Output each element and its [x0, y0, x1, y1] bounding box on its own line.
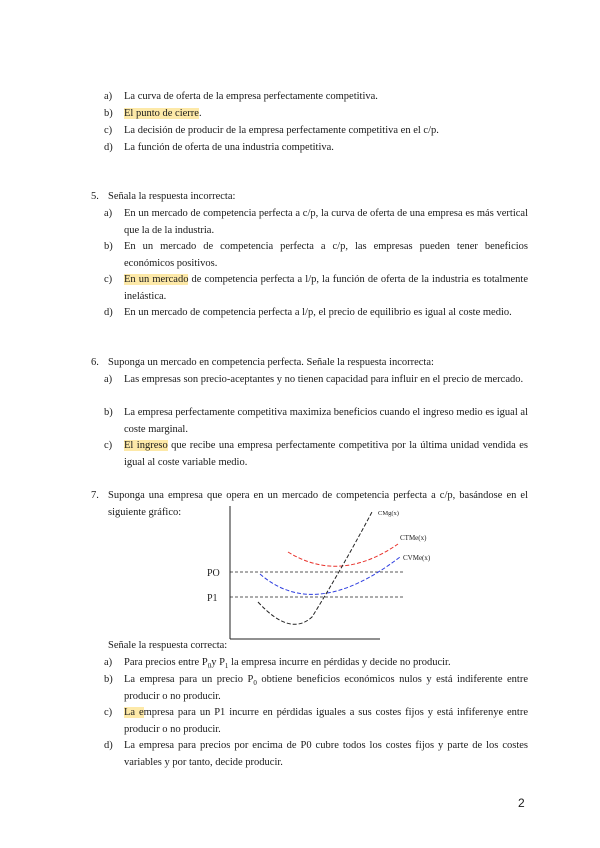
question-number: 7. [91, 490, 99, 501]
question-stem: Suponga una empresa que opera en un mercado de competencia perfecta a c/p, basándose en el siguiente gráfico: [108, 490, 528, 518]
cmg-curve [258, 512, 372, 624]
list-item: d) La empresa para precios por encima de P0 cubre todos los costes fijos y parte de los costes variables y por tanto, decide producir. [104, 740, 528, 768]
p0-label: PO [207, 568, 220, 579]
list-item: b) En un mercado de competencia perfecta a c/p, las empresas pueden tener beneficios económicos positivos. [104, 241, 528, 269]
list-item: d) En un mercado de competencia perfecta a l/p, el precio de equilibrio es igual al coste medio. [104, 307, 512, 318]
cvme-curve [260, 557, 400, 594]
question-prompt: Señale la respuesta correcta: [108, 640, 228, 651]
question-stem: Señala la respuesta incorrecta: [108, 191, 236, 202]
p1-label: P1 [207, 593, 218, 604]
page-number: 2 [518, 796, 525, 810]
highlighted-text: La e [124, 707, 144, 718]
list-item: c) El ingreso que recibe una empresa perfectamente competitiva por la última unidad vendida es igual al coste variable medio. [104, 440, 529, 468]
highlighted-text: En un mercado [124, 274, 189, 285]
list-item: a) En un mercado de competencia perfecta a c/p, la curva de oferta de una empresa es más vertical que la de la industria. [104, 208, 528, 236]
question-number: 6. [91, 357, 99, 368]
list-item: d) La función de oferta de una industria competitiva. [104, 142, 334, 153]
list-item: b) La empresa perfectamente competitiva maximiza beneficios cuando el ingreso medio es igual al coste marginal. [104, 407, 528, 435]
question-stem: Suponga un mercado en competencia perfecta. Señale la respuesta incorrecta: [108, 357, 434, 368]
cost-curves-graph [200, 502, 430, 642]
cmg-label: CMg(x) [378, 510, 399, 517]
highlighted-text: El punto de cierre [124, 108, 199, 119]
question-number: 5. [91, 191, 99, 202]
list-item: c) En un mercado de competencia perfecta a l/p, la función de oferta de la industria es totalmente inelástica. [104, 274, 528, 302]
ctme-curve [288, 544, 398, 566]
list-item: a) Para precios entre $P_0y$ $P_1$ la empresa incurre en pérdidas y decide no producir. [104, 657, 451, 671]
list-item: a) Las empresas son precio-aceptantes y no tienen capacidad para influir en el precio de mercado. [104, 374, 524, 385]
cvme-label: CVMe(x) [403, 554, 430, 562]
ctme-label: CTMe(x) [400, 534, 427, 542]
list-item: c) La empresa para un P1 incurre en pérdidas iguales a sus costes fijos y está infiferenye entre producir o no producir. [104, 707, 528, 735]
list-item: c) La decisión de producir de la empresa perfectamente competitiva en el c/p. [104, 125, 439, 136]
list-item: a) La curva de oferta de la empresa perfectamente competitiva. [104, 91, 378, 102]
highlighted-text: El ingreso [124, 440, 168, 451]
list-item: b) La empresa para un precio $P_0$ obtiene beneficios económicos nulos y está indiferente entre producir o no producir. [104, 674, 528, 702]
list-item: b) El punto de cierre. [104, 108, 202, 119]
